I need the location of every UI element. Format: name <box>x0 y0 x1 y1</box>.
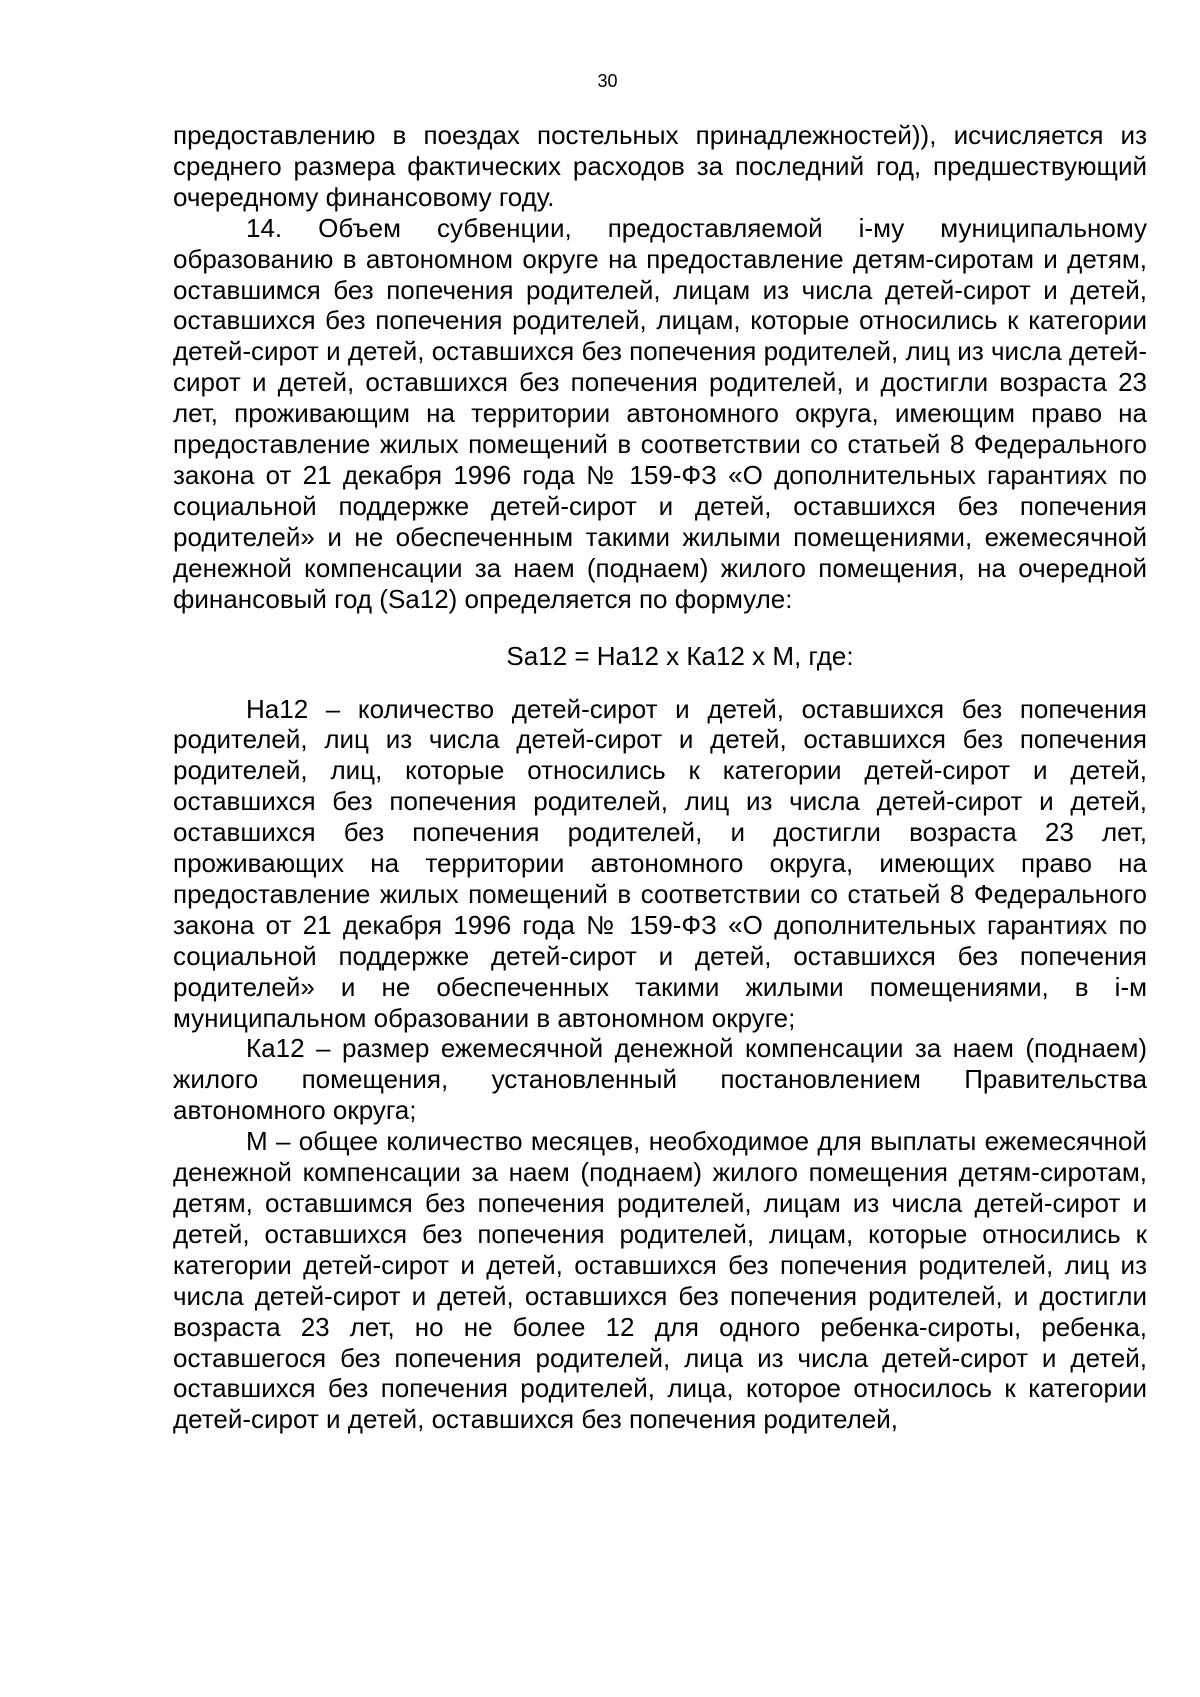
paragraph-continuation: предоставлению в поездах постельных принадлежностей)), исчисляется из среднего размера фактических расходов за последний год, предшествующий очередному финансовому году. <box>173 120 1147 212</box>
paragraph-definition-na12: На12 – количество детей-сирот и детей, оставшихся без попечения родителей, лиц из числа детей-сирот и детей, оставшихся без попечения родителей, лиц, которые относились к категории детей-сирот и детей, оставшихся без попечения родителей, лиц из числа детей-сирот и детей, оставшихся без попечения родителей, и достигли возраста 23 лет, проживающих на территории автономного округа, имеющих право на предоставление жилых помещений в соответствии со статьей 8 Федерального закона от 21 декабря 1996 года № 159-ФЗ «О дополнительных гарантиях по социальной поддержке детей-сирот и детей, оставшихся без попечения родителей» и не обеспеченных такими жилыми помещениями, в i-м муниципальном образовании в автономном округе; <box>173 693 1147 1033</box>
paragraph-definition-ka12: Ка12 – размер ежемесячной денежной компенсации за наем (поднаем) жилого помещения, установленный постановлением Правительства автономного округа; <box>173 1033 1147 1126</box>
paragraph-item-14: 14. Объем субвенции, предоставляемой i-му муниципальному образованию в автономном округе на предоставление детям-сиротам и детям, оставшимся без попечения родителей, лицам из числа детей-сирот и детей, оставшихся без попечения родителей, лицам, которые относились к категории детей-сирот и детей, оставшихся без попечения родителей, лиц из числа детей-сирот и детей, оставшихся без попечения родителей, и достигли возраста 23 лет, проживающим на территории автономного округа, имеющим право на предоставление жилых помещений в соответствии со статьей 8 Федерального закона от 21 декабря 1996 года № 159-ФЗ «О дополнительных гарантиях по социальной поддержке детей-сирот и детей, оставшихся без попечения родителей» и не обеспеченным такими жилыми помещениями, ежемесячной денежной компенсации за наем (поднаем) жилого помещения, на очередной финансовый год (Sa12) определяется по формуле: <box>173 212 1147 614</box>
formula: Sa12 = На12 х Ка12 х М, где: <box>506 640 854 671</box>
paragraph-definition-m: М – общее количество месяцев, необходимое для выплаты ежемесячной денежной компенсации за наем (поднаем) жилого помещения детям-сиротам, детям, оставшимся без попечения родителей, лицам из числа детей-сирот и детей, оставшихся без попечения родителей, лицам, которые относились к категории детей-сирот и детей, оставшихся без попечения родителей, лиц из числа детей-сирот и детей, оставшихся без попечения родителей, и достигли возраста 23 лет, но не более 12 для одного ребенка-сироты, ребенка, оставшегося без попечения родителей, лица из числа детей-сирот и детей, оставшихся без попечения родителей, лица, которое относилось к категории детей-сирот и детей, оставшихся без попечения родителей, <box>173 1126 1147 1435</box>
document-body <box>173 120 1147 1435</box>
page-number: 30 <box>597 71 618 91</box>
